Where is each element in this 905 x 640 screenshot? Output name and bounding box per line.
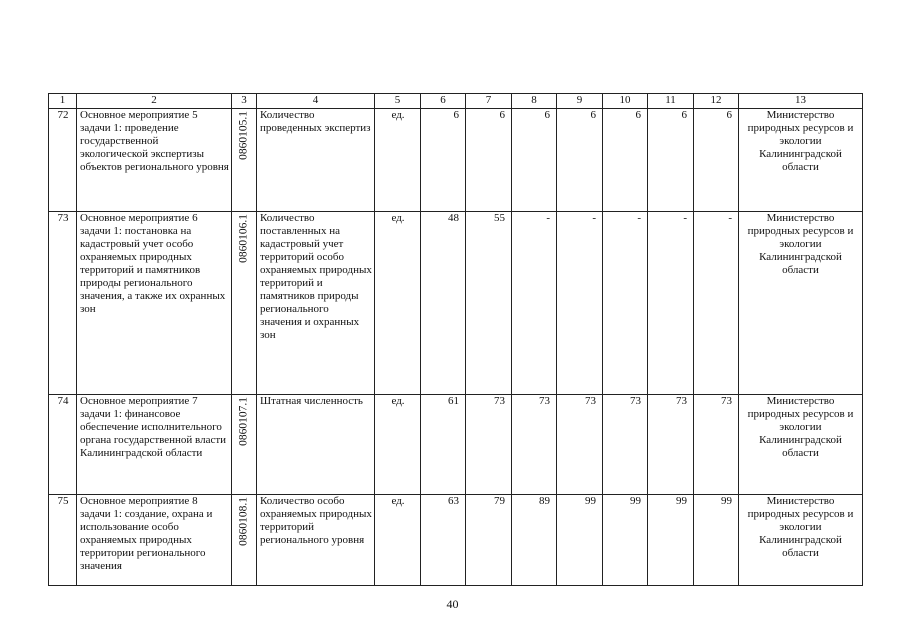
indicator-name: Количество проведенных экспертиз	[257, 109, 375, 212]
value-cell: -	[603, 212, 648, 395]
value-cell: 73	[603, 395, 648, 495]
value-cell: 6	[466, 109, 512, 212]
header-cell: 10	[603, 94, 648, 109]
value-cell: 55	[466, 212, 512, 395]
table-body	[49, 94, 863, 586]
header-cell: 5	[375, 94, 421, 109]
value-cell: 73	[466, 395, 512, 495]
value-cell: 6	[603, 109, 648, 212]
value-cell: 6	[648, 109, 694, 212]
unit-cell: ед.	[375, 495, 421, 586]
header-row	[49, 94, 863, 109]
row-number: 74	[49, 395, 77, 495]
responsible-cell: Министерство природных ресурсов и экологии Калининградской области	[739, 495, 863, 586]
value-cell: -	[694, 212, 739, 395]
header-cell: 3	[232, 94, 257, 109]
value-cell: 79	[466, 495, 512, 586]
indicator-name: Количество поставленных на кадастровый учет территорий особо охраняемых природных территорий и памятников природы регионального значения и охранных зон	[257, 212, 375, 395]
value-cell: 61	[421, 395, 466, 495]
activity-code: 0860108.1	[237, 497, 250, 546]
value-cell: 63	[421, 495, 466, 586]
table-row	[49, 395, 863, 495]
indicator-name: Штатная численность	[257, 395, 375, 495]
value-cell: -	[512, 212, 557, 395]
activity-name: Основное мероприятие 6 задачи 1: постановка на кадастровый учет особо охраняемых природных территорий и памятников природы регионального значения, а также их охранных зон	[77, 212, 232, 395]
table-row	[49, 212, 863, 395]
header-cell: 1	[49, 94, 77, 109]
table-row	[49, 495, 863, 586]
activity-code-cell	[232, 495, 257, 586]
value-cell: 99	[648, 495, 694, 586]
header-cell: 8	[512, 94, 557, 109]
value-cell: 99	[694, 495, 739, 586]
responsible-cell: Министерство природных ресурсов и экологии Калининградской области	[739, 109, 863, 212]
activity-name: Основное мероприятие 5 задачи 1: проведение государственной экологической экспертизы объектов регионального уровня	[77, 109, 232, 212]
value-cell: 89	[512, 495, 557, 586]
table-row	[49, 109, 863, 212]
row-number: 75	[49, 495, 77, 586]
activity-code-cell	[232, 109, 257, 212]
value-cell: 73	[557, 395, 603, 495]
activity-name: Основное мероприятие 8 задачи 1: создание, охрана и использование особо охраняемых природных территории регионального значения	[77, 495, 232, 586]
activity-code: 0860107.1	[237, 397, 250, 446]
value-cell: 6	[421, 109, 466, 212]
responsible-cell: Министерство природных ресурсов и экологии Калининградской области	[739, 395, 863, 495]
activity-code: 0860106.1	[237, 214, 250, 263]
value-cell: -	[557, 212, 603, 395]
value-cell: 73	[648, 395, 694, 495]
value-cell: 6	[557, 109, 603, 212]
activity-code: 0860105.1	[237, 111, 250, 160]
header-cell: 4	[257, 94, 375, 109]
header-cell: 13	[739, 94, 863, 109]
header-cell: 2	[77, 94, 232, 109]
value-cell: 99	[557, 495, 603, 586]
value-cell: 48	[421, 212, 466, 395]
unit-cell: ед.	[375, 109, 421, 212]
unit-cell: ед.	[375, 212, 421, 395]
header-cell: 11	[648, 94, 694, 109]
indicators-table	[48, 93, 863, 586]
value-cell: 99	[603, 495, 648, 586]
value-cell: 6	[694, 109, 739, 212]
row-number: 72	[49, 109, 77, 212]
header-cell: 12	[694, 94, 739, 109]
activity-code-cell	[232, 395, 257, 495]
unit-cell: ед.	[375, 395, 421, 495]
row-number: 73	[49, 212, 77, 395]
header-cell: 6	[421, 94, 466, 109]
value-cell: 6	[512, 109, 557, 212]
value-cell: -	[648, 212, 694, 395]
activity-name: Основное мероприятие 7 задачи 1: финансовое обеспечение исполнительного органа государственной власти Калининградской области	[77, 395, 232, 495]
responsible-cell: Министерство природных ресурсов и экологии Калининградской области	[739, 212, 863, 395]
header-cell: 9	[557, 94, 603, 109]
value-cell: 73	[512, 395, 557, 495]
activity-code-cell	[232, 212, 257, 395]
page-number: 40	[446, 597, 459, 611]
value-cell: 73	[694, 395, 739, 495]
header-cell: 7	[466, 94, 512, 109]
indicator-name: Количество особо охраняемых природных территорий регионального уровня	[257, 495, 375, 586]
